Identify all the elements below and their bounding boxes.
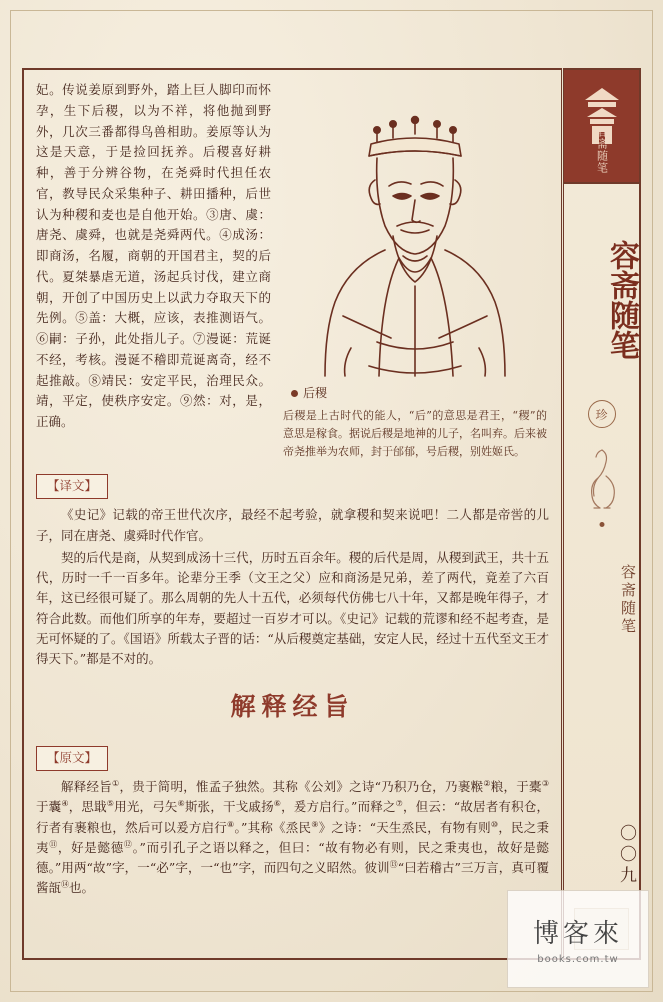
side-dot <box>599 522 604 527</box>
seal-mark-icon: 珍 <box>588 400 616 428</box>
side-band <box>563 68 641 960</box>
watermark-title: 博客來 <box>532 919 623 949</box>
book-subtitle-vertical: 容斋随笔 <box>619 564 637 636</box>
side-band-header <box>564 70 639 184</box>
lead-section <box>36 80 549 466</box>
section-title: 解释经旨 <box>230 692 355 722</box>
book-title-vertical: 容斋随笔 <box>604 240 639 360</box>
watermark-subtitle: books.com.tw <box>537 954 619 965</box>
crane-icon <box>582 442 622 512</box>
figure-houji <box>281 80 549 460</box>
seal-text: 容斋随笔 <box>595 126 609 174</box>
main-text-frame <box>22 68 562 960</box>
original-tag: 【原文】 <box>36 746 108 771</box>
page-number: 〇〇九 <box>616 823 636 887</box>
figure-caption-label: 后稷 <box>291 384 549 403</box>
watermark <box>507 890 649 988</box>
bullet-icon <box>291 390 298 397</box>
lead-paragraph: 妃。传说姜原到野外，踏上巨人脚印而怀孕，生下后稷，以为不祥，将他抛到野外，几次三番都得鸟兽相助。姜原等认为这是天意，于是捡回抚养。后稷喜好耕种，善于分辨谷物，在尧舜时代担任农官，教导民众采集种子、耕田播种，后世认为种稷和麦也是自他开始。③唐、虞：唐尧、虞舜，也就是尧舜两代。④成汤：即商汤，名履，商朝的开国君主，契的后代。夏桀暴虐无道，汤起兵讨伐，建立商朝，开创了中国历史上以武力夺取天下的先例。⑤盖：大概，应该，表推测语气。⑥嗣：子孙，此处指儿子。⑦漫诞：荒诞不经，考核。漫诞不稽即荒诞离奇，经不起推敲。⑧靖民：安定平民，治理民众。靖，平定，使秩序安定。⑨然：对，是，正确。 <box>36 82 271 429</box>
figure-caption-text: 后稷是上古时代的能人，“后”的意思是君王，“稷”的意思是稼食。据说后稷是地神的儿子，名叫弃。后来被帝尧推举为农师，封于邰郁，号后稷，别姓姬氏。 <box>283 409 547 458</box>
translation-tag: 【译文】 <box>36 474 108 499</box>
original-paragraph: 解释经旨①，贵于简明，惟孟子独然。其称《公刘》之诗“乃积乃仓，乃裹糇②粮，于橐③于囊④，思戢⑤用光，弓矢⑥斯张，干戈戚扬⑥，爰方启行。”而释之⑦，但云：“故居者有积仓，行者有裹粮也，然后可以爰方启行⑧。”其称《烝民⑨》之诗：“天生烝民，有物有则⑩，民之秉夷⑪，好是懿德⑫。”而引孔子之语以释之，但曰：“故有物必有则，民之秉夷也，故好是懿德。”用两“故”字，一“必”字，一“也”字，而四句之义昭然。彼训⑬“曰若稽古”三万言，真可覆酱瓿⑭也。 <box>36 779 550 896</box>
main-text-column <box>24 70 561 958</box>
translation-paragraph-2: 契的后代是商，从契到成汤十三代，历时五百余年。稷的后代是周，从稷到武王，共十五代，历时一千一百多年。论辈分王季（文王之父）应和商汤是兄弟，差了两代，竟差了六百年，这已经很可疑了。那么周朝的先人十五代，必须每代仿佛七八十年，又都是晚年得子，才符合此数。而他们所享的年寿，要超过一百岁才可以。《史记》记载的荒谬和经不起考查，是无可怀疑的了。《国语》所载太子晋的话：“从后稷奠定基础，安定人民，经过十五代至文王才得天下。”都是不对的。 <box>36 549 549 667</box>
portrait-illustration <box>281 80 549 380</box>
translation-paragraph-1: 《史记》记载的帝王世代次序，最经不起考验，就拿稷和契来说吧！二人都是帝喾的儿子，同在唐尧、虞舜时代作官。 <box>36 507 549 543</box>
